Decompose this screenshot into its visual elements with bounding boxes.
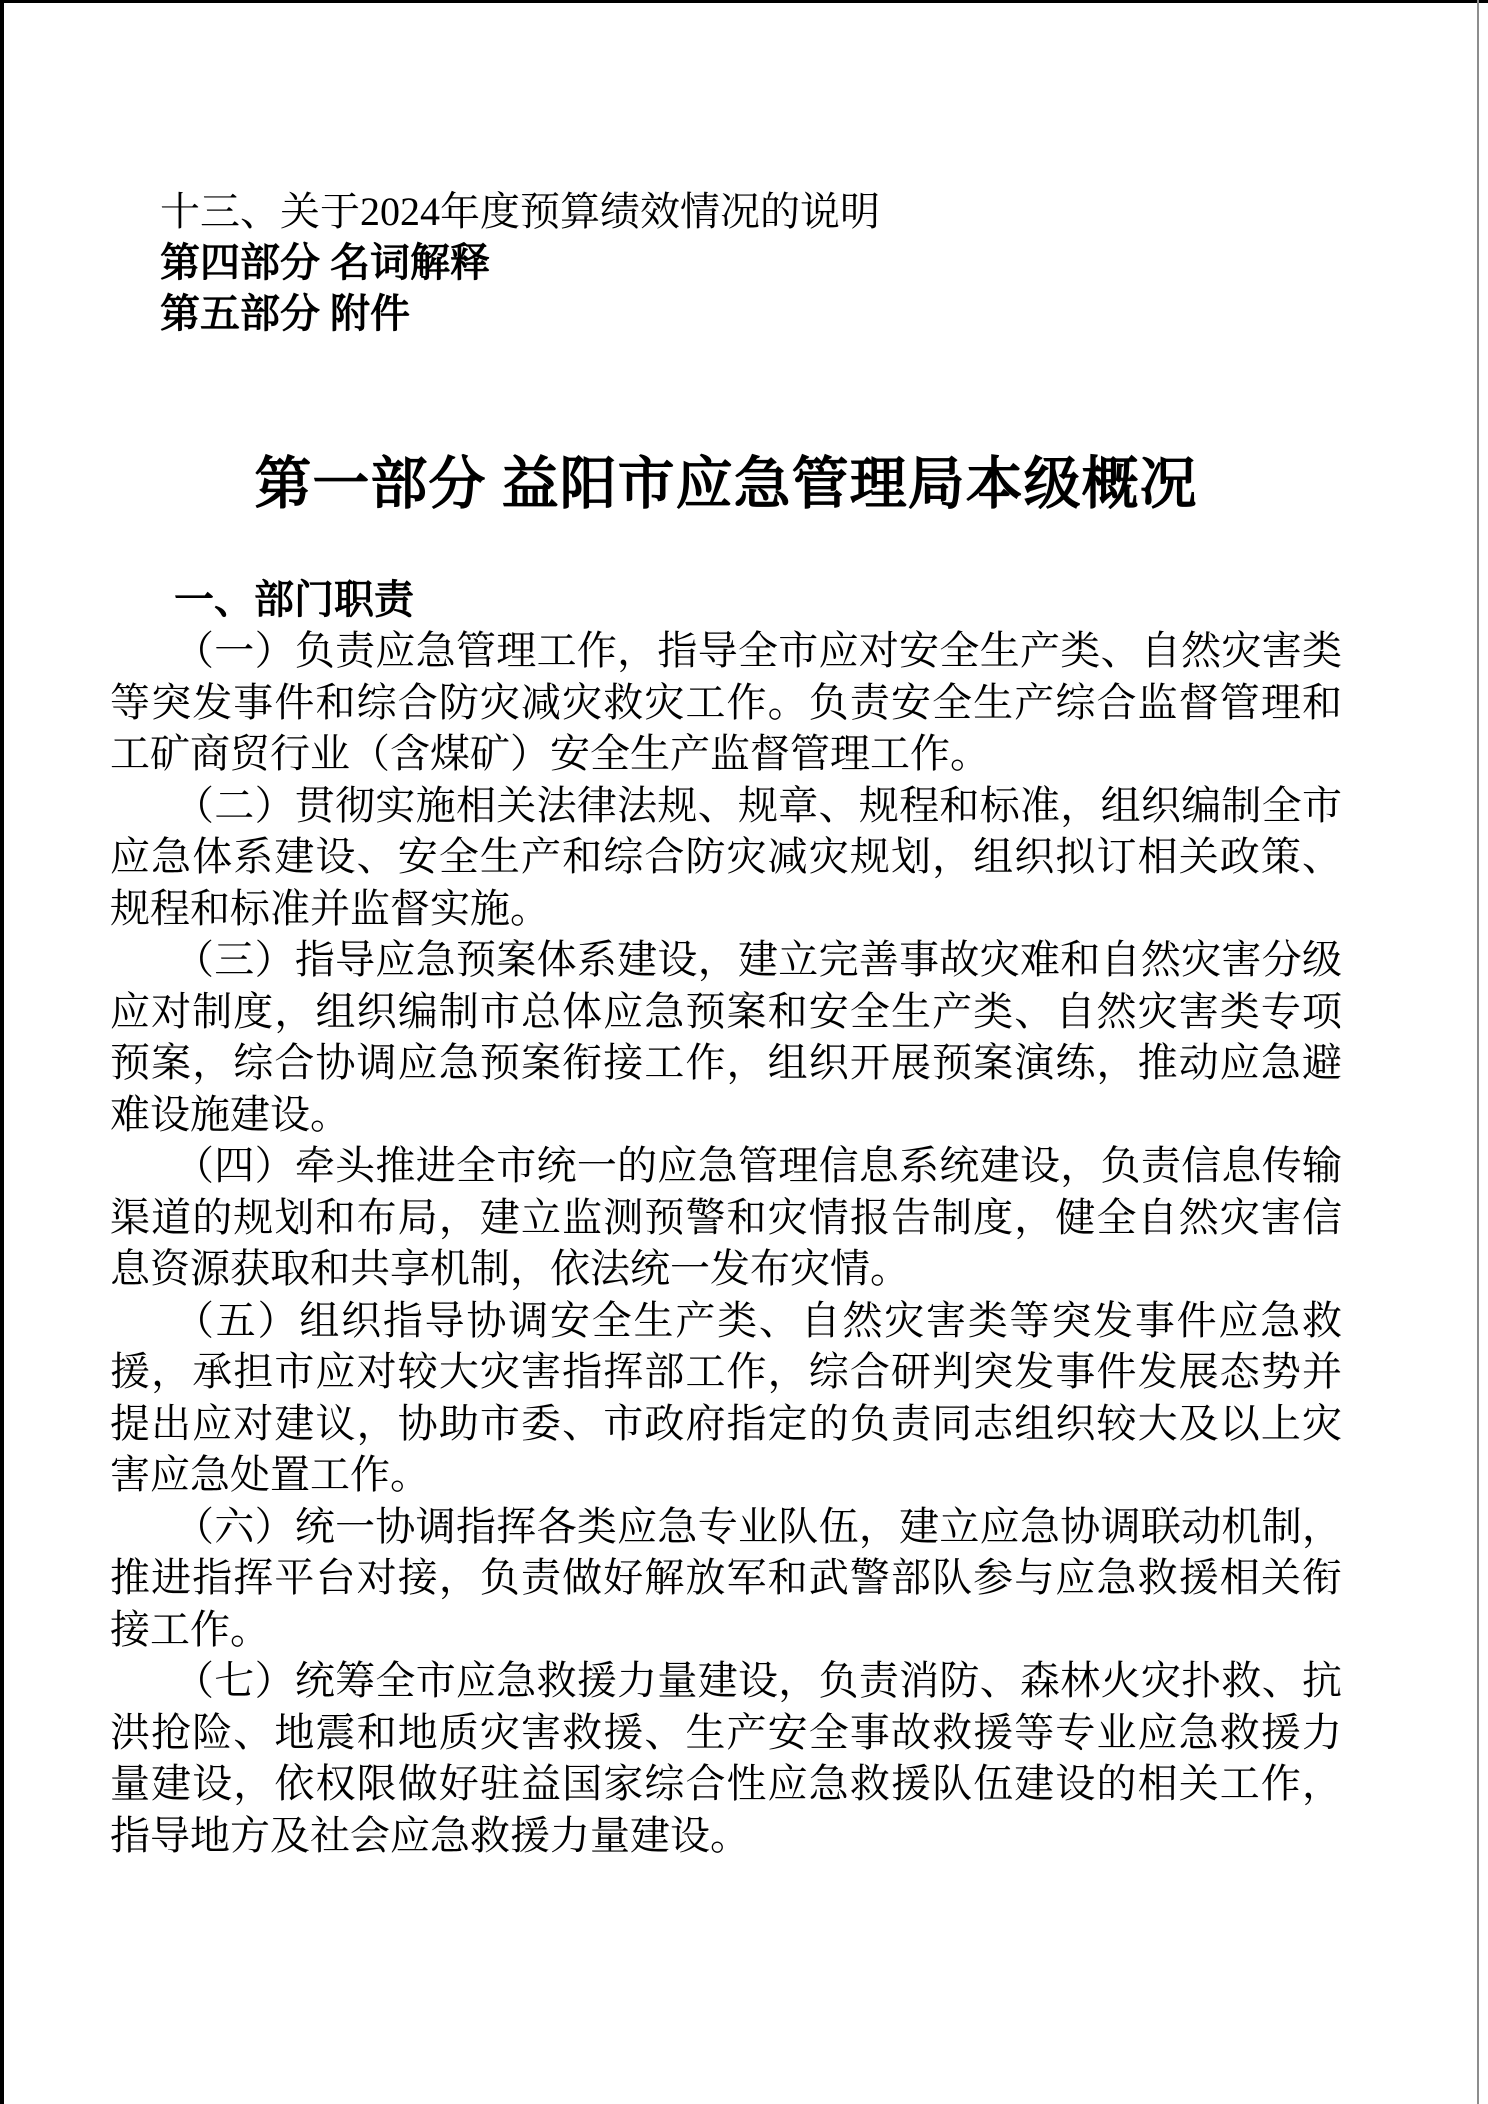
paragraph-4: （四）牵头推进全市统一的应急管理信息系统建设，负责信息传输渠道的规划和布局，建立监测预警和灾情报告制度，健全自然灾害信息资源获取和共享机制，依法统一发布灾情。 [110, 1143, 1342, 1291]
toc-item-13: 十三、关于2024年度预算绩效情况的说明 [160, 189, 880, 234]
paragraph-3: （三）指导应急预案体系建设，建立完善事故灾难和自然灾害分级应对制度，组织编制市总体应急预案和安全生产类、自然灾害类专项预案，综合协调应急预案衔接工作，组织开展预案演练，推动应急避难设施建设。 [110, 937, 1342, 1137]
paragraph-1: （一）负责应急管理工作，指导全市应对安全生产类、自然灾害类等突发事件和综合防灾减灾救灾工作。负责安全生产综合监督管理和工矿商贸行业（含煤矿）安全生产监督管理工作。 [110, 628, 1342, 776]
toc-item-part4: 第四部分 名词解释 [160, 240, 490, 285]
paragraph-6: （六）统一协调指挥各类应急专业队伍，建立应急协调联动机制，推进指挥平台对接，负责做好解放军和武警部队参与应急救援相关衔接工作。 [110, 1503, 1342, 1652]
duties-paragraphs [110, 625, 1342, 1861]
section-heading-duties: 一、部门职责 [174, 577, 414, 622]
scan-edge-left [0, 0, 4, 2104]
paragraph-7: （七）统筹全市应急救援力量建设，负责消防、森林火灾扑救、抗洪抢险、地震和地质灾害救援、生产安全事故救援等专业应急救援力量建设，依权限做好驻益国家综合性应急救援队伍建设的相关工作，指导地方及社会应急救援力量建设。 [110, 1658, 1342, 1858]
document-content [110, 0, 1342, 1861]
paragraph-2: （二）贯彻实施相关法律法规、规章、规程和标准，组织编制全市应急体系建设、安全生产和综合防灾减灾规划，组织拟订相关政策、规程和标准并监督实施。 [110, 782, 1342, 931]
scan-edge-right [1477, 0, 1479, 2104]
paragraph-5: （五）组织指导协调安全生产类、自然灾害类等突发事件应急救援，承担市应对较大灾害指挥部工作，综合研判突发事件发展态势并提出应对建议，协助市委、市政府指定的负责同志组织较大及以上灾害应急处置工作。 [110, 1297, 1342, 1497]
page-title: 第一部分 益阳市应急管理局本级概况 [254, 453, 1198, 516]
table-of-contents [110, 186, 1342, 339]
toc-item-part5: 第五部分 附件 [160, 291, 410, 336]
